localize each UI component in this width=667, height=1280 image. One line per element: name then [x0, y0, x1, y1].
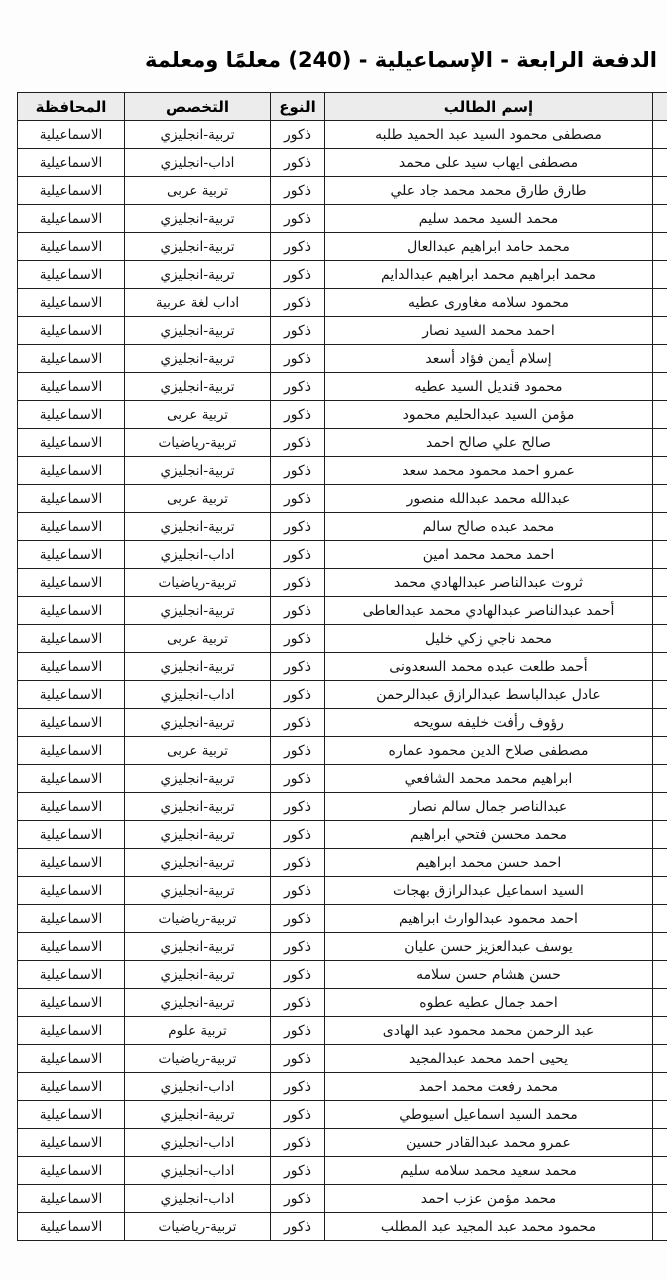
serial-cell [653, 1073, 667, 1101]
serial-cell [653, 289, 667, 317]
gender-cell: ذكور [271, 345, 325, 373]
gov-cell: الاسماعيلية [18, 289, 125, 317]
serial-cell [653, 1157, 667, 1185]
name-cell: محمد ناجي زكي خليل [325, 625, 653, 653]
header-serial [653, 93, 667, 121]
name-cell: مصطفى صلاح الدين محمود عماره [325, 737, 653, 765]
spec-cell: تربية-انجليزي [125, 205, 271, 233]
table-row [18, 793, 667, 821]
gov-cell: الاسماعيلية [18, 1129, 125, 1157]
serial-cell [653, 1101, 667, 1129]
serial-cell [653, 849, 667, 877]
serial-cell [653, 205, 667, 233]
name-cell: محمد سعيد محمد سلامه سليم [325, 1157, 653, 1185]
name-cell: عمرو احمد محمود محمد سعد [325, 457, 653, 485]
page-title: الدفعة الرابعة - الإسماعيلية - (240) معلمًا ومعلمة [145, 48, 657, 72]
gender-cell: ذكور [271, 149, 325, 177]
name-cell: ثروت عبدالناصر عبدالهادي محمد [325, 569, 653, 597]
serial-cell [653, 597, 667, 625]
spec-cell: تربية-انجليزي [125, 121, 271, 149]
name-cell: عمرو محمد عبدالقادر حسين [325, 1129, 653, 1157]
table-row [18, 289, 667, 317]
serial-cell [653, 1185, 667, 1213]
table-row [18, 401, 667, 429]
table-row [18, 1213, 667, 1241]
gov-cell: الاسماعيلية [18, 345, 125, 373]
gender-cell: ذكور [271, 233, 325, 261]
gov-cell: الاسماعيلية [18, 401, 125, 429]
spec-cell: اداب-انجليزي [125, 541, 271, 569]
gender-cell: ذكور [271, 205, 325, 233]
gender-cell: ذكور [271, 933, 325, 961]
table-row [18, 345, 667, 373]
gender-cell: ذكور [271, 429, 325, 457]
spec-cell: تربية-انجليزي [125, 1101, 271, 1129]
table-row [18, 625, 667, 653]
gender-cell: ذكور [271, 513, 325, 541]
name-cell: محمد عبده صالح سالم [325, 513, 653, 541]
serial-cell [653, 149, 667, 177]
serial-cell [653, 261, 667, 289]
gov-cell: الاسماعيلية [18, 877, 125, 905]
serial-cell [653, 709, 667, 737]
gov-cell: الاسماعيلية [18, 261, 125, 289]
serial-cell [653, 485, 667, 513]
spec-cell: تربية-انجليزي [125, 597, 271, 625]
name-cell: محمود قنديل السيد عطيه [325, 373, 653, 401]
name-cell: محمد حامد ابراهيم عبدالعال [325, 233, 653, 261]
gov-cell: الاسماعيلية [18, 373, 125, 401]
gov-cell: الاسماعيلية [18, 597, 125, 625]
table-header [18, 93, 667, 121]
gender-cell: ذكور [271, 177, 325, 205]
gender-cell: ذكور [271, 1213, 325, 1241]
name-cell: عبدالناصر جمال سالم نصار [325, 793, 653, 821]
name-cell: إسلام أيمن فؤاد أسعد [325, 345, 653, 373]
spec-cell: تربية-انجليزي [125, 989, 271, 1017]
name-cell: حسن هشام حسن سلامه [325, 961, 653, 989]
table-row [18, 877, 667, 905]
name-cell: احمد محمد السيد نصار [325, 317, 653, 345]
serial-cell [653, 541, 667, 569]
gov-cell: الاسماعيلية [18, 121, 125, 149]
gender-cell: ذكور [271, 317, 325, 345]
name-cell: محمود محمد عبد المجيد عبد المطلب [325, 1213, 653, 1241]
gender-cell: ذكور [271, 625, 325, 653]
name-cell: احمد جمال عطيه عطوه [325, 989, 653, 1017]
spec-cell: تربية-رياضيات [125, 429, 271, 457]
table-row [18, 233, 667, 261]
gov-cell: الاسماعيلية [18, 569, 125, 597]
name-cell: أحمد طلعت عبده محمد السعدونى [325, 653, 653, 681]
spec-cell: تربية-انجليزي [125, 709, 271, 737]
gov-cell: الاسماعيلية [18, 1185, 125, 1213]
name-cell: يحيى احمد محمد عبدالمجيد [325, 1045, 653, 1073]
spec-cell: تربية-انجليزي [125, 373, 271, 401]
serial-cell [653, 233, 667, 261]
spec-cell: تربية-انجليزي [125, 933, 271, 961]
table-row [18, 1017, 667, 1045]
name-cell: أحمد عبدالناصر عبدالهادي محمد عبدالعاطى [325, 597, 653, 625]
spec-cell: تربية-انجليزي [125, 457, 271, 485]
gov-cell: الاسماعيلية [18, 989, 125, 1017]
serial-cell [653, 1017, 667, 1045]
name-cell: السيد اسماعيل عبدالرازق بهجات [325, 877, 653, 905]
gov-cell: الاسماعيلية [18, 1045, 125, 1073]
header-gender: النوع [271, 93, 325, 121]
serial-cell [653, 1045, 667, 1073]
table-row [18, 1129, 667, 1157]
serial-cell [653, 905, 667, 933]
gov-cell: الاسماعيلية [18, 429, 125, 457]
table-row [18, 429, 667, 457]
spec-cell: تربية-انجليزي [125, 793, 271, 821]
gov-cell: الاسماعيلية [18, 905, 125, 933]
serial-cell [653, 429, 667, 457]
serial-cell [653, 793, 667, 821]
table-row [18, 1157, 667, 1185]
gov-cell: الاسماعيلية [18, 205, 125, 233]
name-cell: محمود سلامه مغاورى عطيه [325, 289, 653, 317]
gender-cell: ذكور [271, 737, 325, 765]
spec-cell: اداب-انجليزي [125, 1185, 271, 1213]
gov-cell: الاسماعيلية [18, 1101, 125, 1129]
spec-cell: تربية عربى [125, 625, 271, 653]
gender-cell: ذكور [271, 569, 325, 597]
gov-cell: الاسماعيلية [18, 149, 125, 177]
name-cell: عبد الرحمن محمد محمود عبد الهادى [325, 1017, 653, 1045]
table-row [18, 513, 667, 541]
table-body [18, 121, 667, 1241]
serial-cell [653, 989, 667, 1017]
name-cell: محمد السيد محمد سليم [325, 205, 653, 233]
table-row [18, 737, 667, 765]
spec-cell: تربية-انجليزي [125, 261, 271, 289]
table-row [18, 1073, 667, 1101]
serial-cell [653, 653, 667, 681]
gov-cell: الاسماعيلية [18, 625, 125, 653]
serial-cell [653, 933, 667, 961]
gov-cell: الاسماعيلية [18, 653, 125, 681]
serial-cell [653, 737, 667, 765]
spec-cell: تربية علوم [125, 1017, 271, 1045]
table-row [18, 205, 667, 233]
header-specialization: التخصص [125, 93, 271, 121]
table-row [18, 709, 667, 737]
table-row [18, 457, 667, 485]
serial-cell [653, 345, 667, 373]
gender-cell: ذكور [271, 849, 325, 877]
table-row [18, 177, 667, 205]
spec-cell: تربية عربى [125, 401, 271, 429]
spec-cell: تربية-انجليزي [125, 821, 271, 849]
spec-cell: اداب لغة عربية [125, 289, 271, 317]
name-cell: يوسف عبدالعزيز حسن عليان [325, 933, 653, 961]
spec-cell: تربية-رياضيات [125, 569, 271, 597]
serial-cell [653, 373, 667, 401]
table-row [18, 261, 667, 289]
gov-cell: الاسماعيلية [18, 961, 125, 989]
gov-cell: الاسماعيلية [18, 737, 125, 765]
spec-cell: اداب-انجليزي [125, 1157, 271, 1185]
table-row [18, 989, 667, 1017]
name-cell: احمد حسن محمد ابراهيم [325, 849, 653, 877]
name-cell: طارق طارق محمد محمد جاد علي [325, 177, 653, 205]
table-row [18, 1045, 667, 1073]
spec-cell: تربية-انجليزي [125, 317, 271, 345]
students-table-wrapper [17, 92, 667, 1241]
gender-cell: ذكور [271, 597, 325, 625]
gender-cell: ذكور [271, 989, 325, 1017]
spec-cell: تربية-رياضيات [125, 1045, 271, 1073]
gov-cell: الاسماعيلية [18, 681, 125, 709]
table-row [18, 1185, 667, 1213]
gender-cell: ذكور [271, 1101, 325, 1129]
gov-cell: الاسماعيلية [18, 765, 125, 793]
spec-cell: تربية-انجليزي [125, 233, 271, 261]
gov-cell: الاسماعيلية [18, 485, 125, 513]
serial-cell [653, 401, 667, 429]
gov-cell: الاسماعيلية [18, 1017, 125, 1045]
serial-cell [653, 513, 667, 541]
table-row [18, 961, 667, 989]
gender-cell: ذكور [271, 1129, 325, 1157]
table-row [18, 149, 667, 177]
serial-cell [653, 177, 667, 205]
spec-cell: تربية-انجليزي [125, 961, 271, 989]
gender-cell: ذكور [271, 905, 325, 933]
gender-cell: ذكور [271, 485, 325, 513]
name-cell: عادل عبدالباسط عبدالرازق عبدالرحمن [325, 681, 653, 709]
name-cell: محمد محسن فتحي ابراهيم [325, 821, 653, 849]
gender-cell: ذكور [271, 1045, 325, 1073]
gov-cell: الاسماعيلية [18, 513, 125, 541]
serial-cell [653, 569, 667, 597]
serial-cell [653, 961, 667, 989]
gov-cell: الاسماعيلية [18, 317, 125, 345]
gov-cell: الاسماعيلية [18, 821, 125, 849]
spec-cell: تربية عربى [125, 177, 271, 205]
gender-cell: ذكور [271, 765, 325, 793]
header-student-name: إسم الطالب [325, 93, 653, 121]
gender-cell: ذكور [271, 401, 325, 429]
gender-cell: ذكور [271, 457, 325, 485]
gov-cell: الاسماعيلية [18, 933, 125, 961]
serial-cell [653, 877, 667, 905]
gender-cell: ذكور [271, 877, 325, 905]
name-cell: محمد رفعت محمد احمد [325, 1073, 653, 1101]
serial-cell [653, 121, 667, 149]
spec-cell: اداب-انجليزي [125, 149, 271, 177]
spec-cell: اداب-انجليزي [125, 681, 271, 709]
gov-cell: الاسماعيلية [18, 849, 125, 877]
gov-cell: الاسماعيلية [18, 1073, 125, 1101]
table-row [18, 1101, 667, 1129]
gender-cell: ذكور [271, 541, 325, 569]
table-row [18, 933, 667, 961]
spec-cell: تربية-انجليزي [125, 849, 271, 877]
spec-cell: تربية-انجليزي [125, 345, 271, 373]
serial-cell [653, 457, 667, 485]
spec-cell: تربية-انجليزي [125, 877, 271, 905]
gender-cell: ذكور [271, 373, 325, 401]
serial-cell [653, 765, 667, 793]
gender-cell: ذكور [271, 961, 325, 989]
spec-cell: تربية-انجليزي [125, 653, 271, 681]
spec-cell: تربية عربى [125, 485, 271, 513]
name-cell: عبدالله محمد عبدالله منصور [325, 485, 653, 513]
spec-cell: تربية-رياضيات [125, 1213, 271, 1241]
name-cell: محمد السيد اسماعيل اسيوطي [325, 1101, 653, 1129]
students-table [17, 92, 667, 1241]
gov-cell: الاسماعيلية [18, 793, 125, 821]
serial-cell [653, 625, 667, 653]
gender-cell: ذكور [271, 121, 325, 149]
gender-cell: ذكور [271, 821, 325, 849]
spec-cell: تربية-انجليزي [125, 513, 271, 541]
name-cell: محمد ابراهيم محمد ابراهيم عبدالدايم [325, 261, 653, 289]
gender-cell: ذكور [271, 653, 325, 681]
table-row [18, 541, 667, 569]
spec-cell: تربية عربى [125, 737, 271, 765]
gender-cell: ذكور [271, 1017, 325, 1045]
gov-cell: الاسماعيلية [18, 709, 125, 737]
header-row [18, 93, 667, 121]
table-row [18, 597, 667, 625]
table-row [18, 569, 667, 597]
gov-cell: الاسماعيلية [18, 233, 125, 261]
gender-cell: ذكور [271, 1157, 325, 1185]
name-cell: احمد محمود عبدالوارث ابراهيم [325, 905, 653, 933]
gender-cell: ذكور [271, 289, 325, 317]
gender-cell: ذكور [271, 1073, 325, 1101]
header-governorate: المحافظة [18, 93, 125, 121]
gender-cell: ذكور [271, 793, 325, 821]
name-cell: رؤوف رأفت خليفه سويحه [325, 709, 653, 737]
table-row [18, 653, 667, 681]
gov-cell: الاسماعيلية [18, 1213, 125, 1241]
spec-cell: اداب-انجليزي [125, 1129, 271, 1157]
gender-cell: ذكور [271, 709, 325, 737]
serial-cell [653, 1129, 667, 1157]
gender-cell: ذكور [271, 681, 325, 709]
name-cell: احمد محمد محمد امين [325, 541, 653, 569]
table-row [18, 681, 667, 709]
gov-cell: الاسماعيلية [18, 1157, 125, 1185]
table-row [18, 765, 667, 793]
serial-cell [653, 1213, 667, 1241]
serial-cell [653, 317, 667, 345]
table-row [18, 121, 667, 149]
spec-cell: اداب-انجليزي [125, 1073, 271, 1101]
name-cell: مصطفى محمود السيد عبد الحميد طلبه [325, 121, 653, 149]
table-row [18, 849, 667, 877]
table-row [18, 485, 667, 513]
gender-cell: ذكور [271, 1185, 325, 1213]
name-cell: مؤمن السيد عبدالحليم محمود [325, 401, 653, 429]
table-row [18, 905, 667, 933]
name-cell: ابراهيم محمد محمد الشافعي [325, 765, 653, 793]
serial-cell [653, 821, 667, 849]
name-cell: محمد مؤمن عزب احمد [325, 1185, 653, 1213]
gov-cell: الاسماعيلية [18, 457, 125, 485]
table-row [18, 317, 667, 345]
gender-cell: ذكور [271, 261, 325, 289]
gov-cell: الاسماعيلية [18, 541, 125, 569]
serial-cell [653, 681, 667, 709]
table-row [18, 373, 667, 401]
spec-cell: تربية-رياضيات [125, 905, 271, 933]
table-row [18, 821, 667, 849]
spec-cell: تربية-انجليزي [125, 765, 271, 793]
name-cell: مصطفى ايهاب سيد على محمد [325, 149, 653, 177]
gov-cell: الاسماعيلية [18, 177, 125, 205]
name-cell: صالح علي صالح احمد [325, 429, 653, 457]
